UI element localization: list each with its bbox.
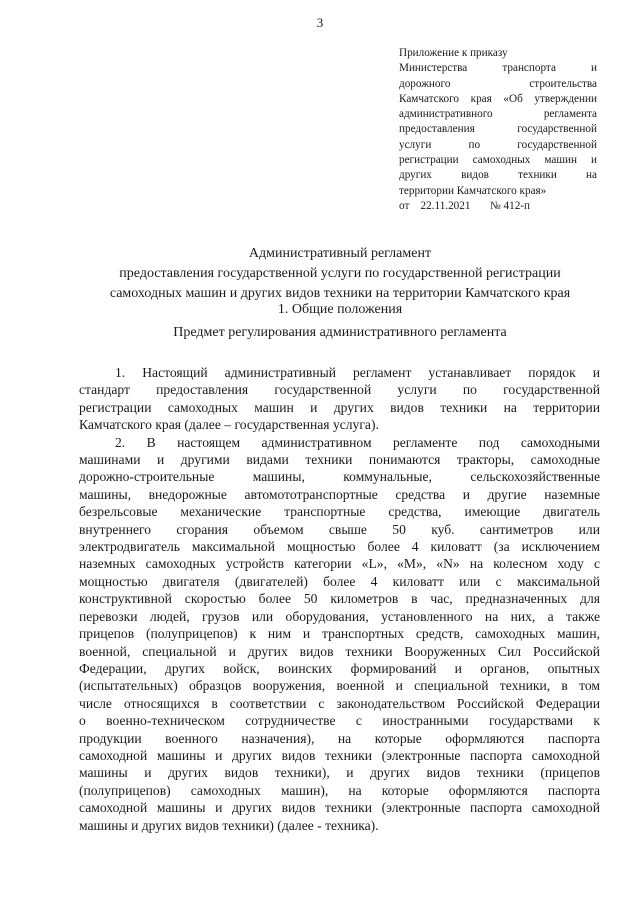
document-title: [60, 244, 620, 304]
paragraph-line: дорожно-строительные машины, коммунальные, сельскохозяйственные: [79, 469, 600, 485]
paragraph-line: машины, внедорожные автомототранспортные средства и другие наземные: [79, 486, 600, 502]
appendix-line: дорожного строительства: [399, 77, 597, 90]
paragraph-line: 2. В настоящем административном регламенте под самоходными: [115, 434, 600, 450]
appendix-line: других видов техники на: [399, 169, 597, 182]
appendix-line: предоставления государственной: [399, 123, 597, 136]
paragraph-line: регистрации самоходных машин и других видов техники на территории: [79, 399, 600, 415]
paragraph-line: Камчатского края (далее – государственная услуга).: [79, 417, 379, 433]
page-number: 3: [316, 15, 324, 30]
paragraph-line: самоходной машины и других видов техники (электронные паспорта самоходной: [79, 800, 600, 816]
subsection-heading: Предмет регулирования административного регламента: [173, 325, 507, 340]
order-date: 22.11.2021: [420, 199, 471, 212]
paragraph-line: машины и других видов техники) (далее - техника).: [79, 817, 379, 833]
paragraph-line: машины и других видов техники), и других видов техники (прицепов: [79, 765, 600, 781]
paragraph-line: числе относящихся в соответствии с законодательством Российской Федерации: [79, 695, 600, 711]
paragraph-line: прицепов (полуприцепов) к ним и транспортных средств, самоходных машин,: [79, 626, 600, 642]
appendix-line: Министерства транспорта и: [399, 62, 597, 75]
appendix-line: Приложение к приказу: [399, 47, 508, 59]
appendix-line: административного регламента: [399, 108, 597, 121]
paragraph-line: 1. Настоящий административный регламент устанавливает порядок и: [115, 365, 600, 380]
appendix-line: территории Камчатского края»: [399, 184, 547, 197]
title-line: самоходных машин и других видов техники на территории Камчатского края: [109, 286, 571, 301]
order-number: № 412-п: [490, 199, 531, 212]
paragraph-line: о военно-техническом сотрудничестве с иностранными государствами к: [79, 713, 600, 729]
paragraph-line: продукции военного назначения), на которые оформляются паспорта: [79, 730, 600, 746]
paragraph-line: мощностью двигателя (двигателей) более 4 киловатт или с максимальной: [79, 573, 600, 589]
paragraph-line: военной, специальной и других видов техники Вооруженных Сил Российской: [79, 643, 600, 659]
body-text: [79, 364, 600, 834]
paragraph-line: (испытательных) образцов вооружения, военной и специальной техники, в том: [79, 678, 600, 694]
paragraph-line: конструктивной скоростью более 50 километров в час, предназначенных для: [79, 591, 600, 607]
appendix-line: услуги по государственной: [399, 138, 597, 151]
title-line: Административный регламент: [248, 246, 432, 261]
paragraph-line: машинами и другими видами техники понимаются тракторы, самоходные: [79, 452, 600, 468]
section-heading: 1. Общие положения: [277, 302, 403, 317]
appendix-block: [399, 46, 597, 214]
paragraph-line: перевозки людей, грузов или оборудования, установленного на них, а также: [79, 608, 600, 624]
date-prefix: от: [399, 199, 410, 212]
paragraph-line: внутреннего сгорания объемом свыше 50 куб. сантиметров или: [79, 521, 600, 537]
paragraph-line: наземных самоходных устройств категории «L», «M», «N» на колесном ходу с: [79, 556, 600, 572]
title-line: предоставления государственной услуги по государственной регистрации: [119, 266, 561, 281]
paragraph-line: Федерации, других войск, воинских формирований и органов, опытных: [79, 660, 600, 676]
paragraph-line: (полуприцепов) самоходных машин), на которые оформляются паспорта: [79, 782, 600, 798]
appendix-date-line: [399, 199, 597, 214]
paragraph-line: безрельсовые механические транспортные средства, имеющие двигатель: [79, 504, 600, 520]
appendix-line: Камчатского края «Об утверждении: [399, 92, 597, 105]
paragraph-line: самоходной машины и других видов техники (электронные паспорта самоходной: [79, 747, 600, 763]
appendix-line: регистрации самоходных машин и: [399, 154, 597, 167]
paragraph-line: электродвигатель максимальной мощностью более 4 киловатт (за исключением: [79, 539, 600, 555]
paragraph-line: стандарт предоставления государственной услуги по государственной: [79, 382, 600, 398]
